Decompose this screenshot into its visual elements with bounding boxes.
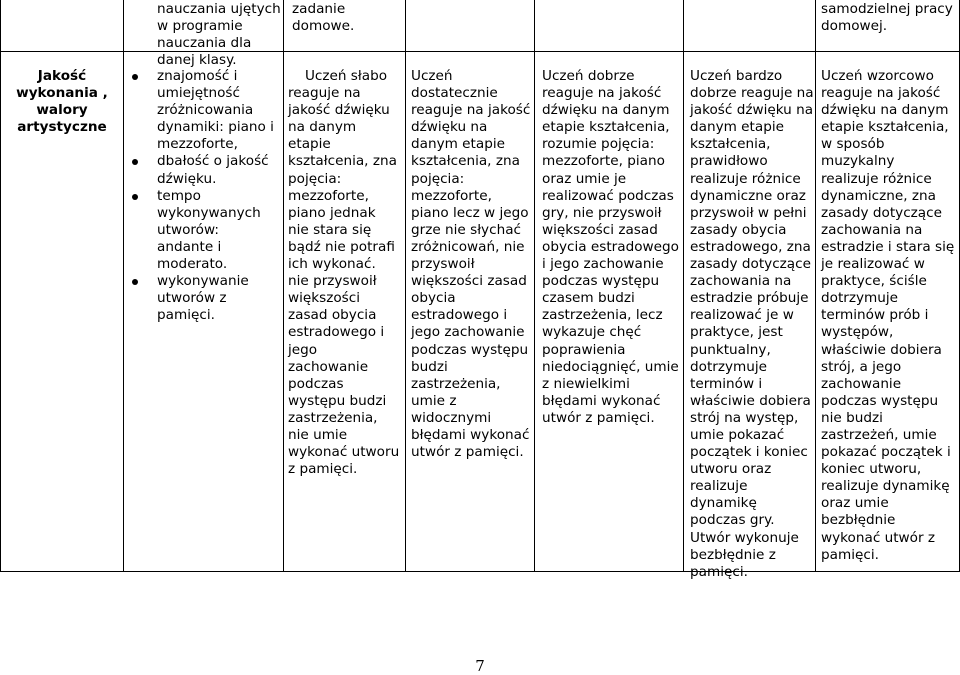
- grade-dopuszczajacy-continuation: zadanie domowe.: [292, 1, 355, 35]
- row-divider: [0, 51, 960, 52]
- bullet-icon: [132, 194, 138, 200]
- column-divider: [123, 0, 124, 572]
- list-item: znajomość i umiejętność zróżnicowania dynamiki: piano i mezzoforte,: [157, 68, 274, 153]
- column-divider: [405, 0, 406, 572]
- requirements-list: [157, 68, 274, 324]
- column-divider: [283, 0, 284, 572]
- column-divider: [815, 0, 816, 572]
- bullet-icon: [132, 74, 138, 80]
- grade-bardzo-dobry-text: Uczeń bardzo dobrze reaguje na jakość dźwięku na danym etapie kształcenia, prawidłowo realizuje różnice dynamiczne oraz przyswoił w pełni zasady obycia estradowego, zna zasady dotyczące zachowania na estradzie próbuje realizować je w praktyce, jest punktualny, dotrzymuje terminów i właściwie dobiera strój na występ, umie pokazać początek i koniec utworu oraz realizuje dynamikę podczas gry. Utwór wykonuje bezbłędnie z pamięci.: [690, 68, 814, 580]
- grade-celujacy-continuation: samodzielnej pracy domowej.: [821, 1, 953, 35]
- criterion-title: Jakość wykonania , walory artystyczne: [16, 68, 108, 136]
- list-item: tempo wykonywanych utworów: andante i moderato.: [157, 188, 274, 273]
- list-item: dbałość o jakość dźwięku.: [157, 153, 274, 187]
- page-number: 7: [475, 657, 485, 675]
- column-divider: [683, 0, 684, 572]
- bullet-icon: [132, 279, 138, 285]
- column-divider: [534, 0, 535, 572]
- list-item: wykonywanie utworów z pamięci.: [157, 273, 274, 324]
- requirements-continuation: nauczania ujętych w programie nauczania dla danej klasy.: [157, 1, 281, 69]
- grade-dopuszczajacy-text: Uczeń słabo reaguje na jakość dźwięku na danym etapie kształcenia, zna pojęcia: mezzoforte, piano jednak nie stara się bądź nie potrafi ich wykonać. nie przyswoił większości zasad obycia estradowego i jego zachowanie podczas występu budzi zastrzeżenia, nie umie wykonać utworu z pamięci.: [288, 68, 400, 478]
- bullet-icon: [132, 159, 138, 165]
- table-bottom-border: [0, 571, 960, 572]
- grade-dostateczny-text: Uczeń dostatecznie reaguje na jakość dźwięku na danym etapie kształcenia, zna pojęcia: mezzoforte, piano lecz w jego grze nie słychać zróżnicowań, nie przyswoił większości zasad obycia estradowego i jego zachowanie podczas występu budzi zastrzeżenia, umie z widocznymi błędami wykonać utwór z pamięci.: [411, 68, 531, 461]
- grade-celujacy-text: Uczeń wzorcowo reaguje na jakość dźwięku na danym etapie kształcenia, w sposób muzykalny realizuje różnice dynamiczne, zna zasady dotyczące zachowania na estradzie i stara się je realizować w praktyce, ściśle dotrzymuje terminów prób i występów, właściwie dobiera strój, a jego zachowanie podczas występu nie budzi zastrzeżeń, umie pokazać początek i koniec utworu, realizuje dynamikę oraz umie bezbłędnie wykonać utwór z pamięci.: [821, 68, 955, 563]
- grade-dobry-text: Uczeń dobrze reaguje na jakość dźwięku na danym etapie kształcenia, rozumie pojęcia: mezzoforte, piano oraz umie je realizować podczas gry, nie przyswoił większości zasad obycia estradowego i jego zachowanie podczas występu czasem budzi zastrzeżenia, lecz wykazuje chęć poprawienia niedociągnięć, umie z niewielkimi błędami wykonać utwór z pamięci.: [542, 68, 679, 426]
